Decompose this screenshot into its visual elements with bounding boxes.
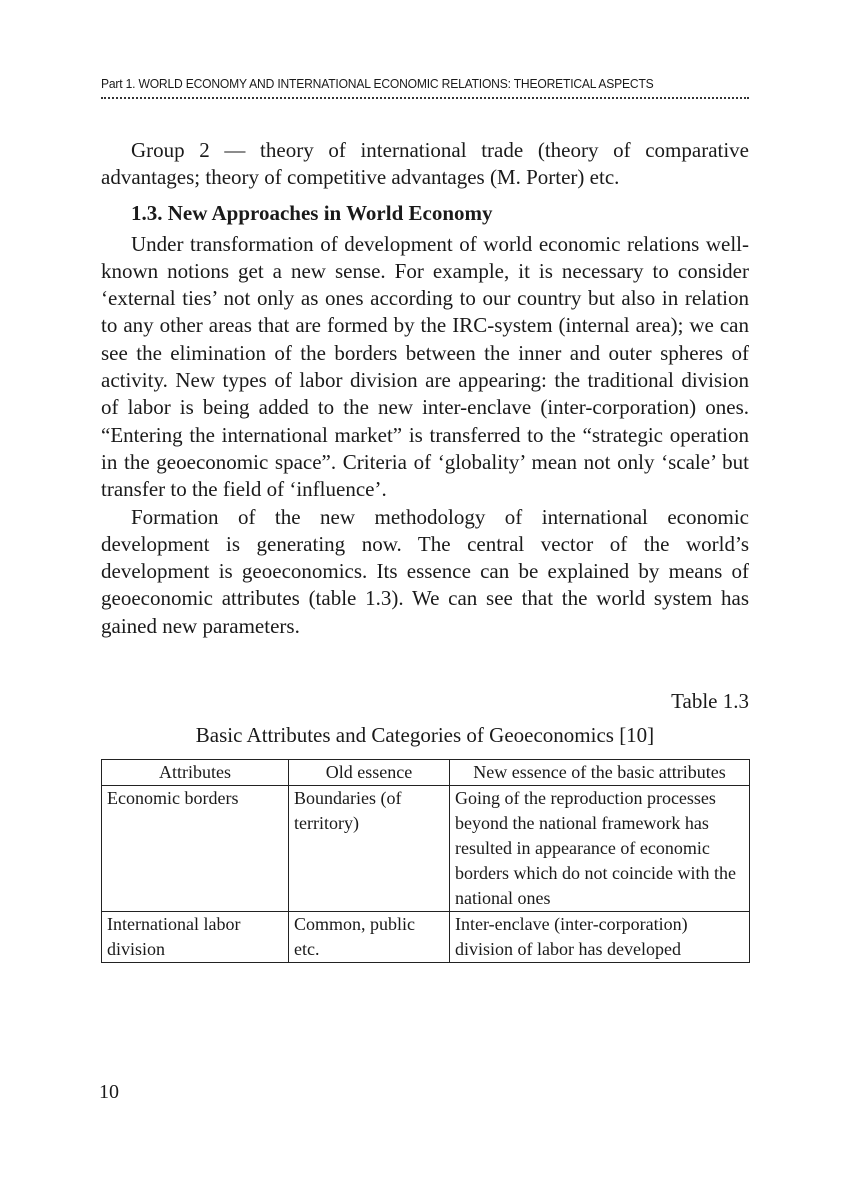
geoeconomics-table bbox=[101, 759, 750, 963]
body-text bbox=[101, 137, 749, 640]
table-cell: Going of the reproduction processes beyond the national framework has resulted in appearance of economic borders which do not coincide with the national ones bbox=[450, 786, 750, 912]
table-header-cell: New essence of the basic attributes bbox=[450, 760, 750, 786]
paragraph-transformation: Under transformation of development of world economic relations well-known notions get a new sense. For example, it is necessary to consider ‘external ties’ not only as ones according to our country but also in relation to any other areas that are formed by the IRC-system (internal area); we can see the elimination of the borders between the inner and outer spheres of activity. New types of labor division are appearing: the traditional division of labor is being added to the new inter-enclave (inter-corporation) ones. “Entering the international market” is transferred to the “strategic operation in the geoeconomic space”. Criteria of ‘globality’ mean not only ‘scale’ but transfer to the field of ‘influence’. bbox=[101, 231, 749, 502]
page-number: 10 bbox=[99, 1081, 119, 1103]
header-dotted-rule bbox=[101, 97, 749, 99]
table-header-cell: Old essence bbox=[289, 760, 450, 786]
table-caption: Basic Attributes and Categories of Geoeconomics [10] bbox=[195, 723, 655, 747]
table-label: Table 1.3 bbox=[671, 689, 749, 713]
table-header-row bbox=[102, 760, 750, 786]
table-cell: Boundaries (of territory) bbox=[289, 786, 450, 912]
table-row bbox=[102, 786, 750, 912]
table-cell: Inter-enclave (inter-corporation) division of labor has developed bbox=[450, 912, 750, 963]
table-cell: Economic borders bbox=[102, 786, 289, 912]
running-head: Part 1. WORLD ECONOMY AND INTERNATIONAL ECONOMIC RELATIONS: THEORETICAL ASPECTS bbox=[101, 76, 654, 91]
table-header-cell: Attributes bbox=[102, 760, 289, 786]
section-heading: 1.3. New Approaches in World Economy bbox=[131, 200, 493, 225]
table-cell: Common, public etc. bbox=[289, 912, 450, 963]
table-row bbox=[102, 912, 750, 963]
paragraph-methodology: Formation of the new methodology of international economic development is generating now. The central vector of the world’s development is geoeconomics. Its essence can be explained by means of geoeconomic attributes (table 1.3). We can see that the world system has gained new parameters. bbox=[101, 504, 749, 638]
paragraph-group-2: Group 2 — theory of international trade (theory of comparative advantages; theory of competitive advantages (M. Porter) etc. bbox=[101, 138, 749, 190]
table-cell: International labor division bbox=[102, 912, 289, 963]
